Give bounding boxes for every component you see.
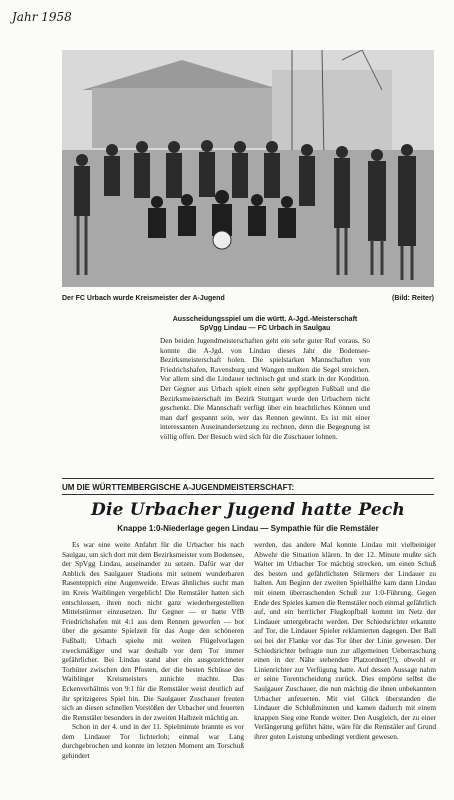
article1-head2: SpVgg Lindau — FC Urbach in Saulgau — [199, 325, 331, 332]
article2-subtitle: Knappe 1:0-Niederlage gegen Lindau — Sympathie für die Remstäler — [117, 524, 379, 533]
paragraph: Schon in der 4. und in der 11. Spielminute brannte es vor dem Lindauer Tor lichterloh; einmal war Lang durchgebrochen und konnte im letzten Moment am Torschuß gehindert — [62, 722, 244, 761]
team-photo — [62, 50, 434, 287]
caption-text: Der FC Urbach wurde Kreismeister der A-Jugend — [62, 295, 225, 302]
article1-body: Den beiden Jugendmeisterschaften geht ein sehr guter Ruf voraus. So konnte die A-Jgd. von Lindau dieses Jahr die Bodensee-Bezirksmeisterschaft holen. Die spielstarken Mannschaften von Friedrichshafen, Ravensburg und Wangen mußten die Segel streichen. Vor allem sind die Lindauer technisch gut und stark in der Kondition. Der Gegner aus Urbach spielt einen sehr gepflegten Fußball und die Bezirksmeisterschaft im Bezirk Stuttgart wurde den Urbachern nicht geschenkt. Die Mannschaft verfügt über ein beachtliches Können und man darf gespannt sein, wer das Rennen gewinnt. Es ist mit einer interessanten Auseinandersetzung zu rechnen, denn die Begegnung ist völlig offen. Der Besuch wird sich für die Zuschauer lohnen. — [160, 336, 370, 441]
paragraph: Es war eine weite Anfahrt für die Urbacher bis nach Saulgau, um sich dort mit dem Bezirksmeister vom Bodensee, der SpVgg Lindau, auseinander zu setzen. Dafür war der Anblick des Saulgauer Stadions mit seinem wunderbaren Rasenteppich eine Augenweide. Etwas ähnliches sucht man im Kreis Waiblingen vergeblich! Die Remstäler hatten sich entschlossen, ihren noch nicht ganz wiederhergestellten Mittelstürmer einzusetzen. Ihr Gegner — er hatte VfB Friedrichshafen mit 4:1 aus dem Rennen geworfen — bot über die gesamte Spielzeit für das Auge den schöneren Fußball; Urbach spielte mit weiten Flügelvorlagen zweckmäßiger und war deshalb vor dem Tor immer gefährlicher. Bei Lindau stand aber ein ausgezeichneter Torhüter zwischen den Pfosten, der die besten Schüsse des Waiblinger Kreismeisters zunichte machte. Das Eckenverhältnis von 9:1 für die Remstäler weist deutlich auf ihr spritzigeres Spiel hin. Die Saulgauer Zuschauer freuten sich an diesen schnellen Vorstößen der Urbacher und feuerten die Remstäler besonders in der zweiten Halbzeit mächtig an. — [62, 540, 244, 722]
article2-column-left — [62, 540, 244, 761]
paragraph: werden, das andere Mal konnte Lindau mit vielbeiniger Abwehr die Situation klären. In der 12. Minute mußte sich Walter im Urbacher Tor mächtig strecken, um einen Schuß des besten und gefährlichsten Stürmers der Lindauer zu halten. Am Beginn der zweiten Spielhälfte kam dann Lindau mit einem überraschenden Schuß zur 1:0-Führung. Gegen Ende des Spieles kamen die Remstäler noch einmal gefährlich auf, und ein herrlicher Flugkopfball kommt im Netz der Lindauer untergebracht werden. Der Schiedsrichter erkannte auf Tor, die Lindauer Spieler reklamierten dagegen. Der Ball sei bei der Flanke vor das Tor über der Linie gewesen. Der Schiedsrichter befragte nun zur allgemeinen Ueberraschung einen in der Nähe stehenden Platzordner(!!), obwohl er Linienrichter zur Verfügung hatte. Auf dessen Aussage nahm er seine Torentscheidung zurück. Dies empörte selbst die Saulgauer Zuschauer, die nun mächtig die ihnen unbekannten Urbacher anfeuerten. Mit viel Glück überstanden die Lindauer die Schlußminuten und kamen dadurch mit einem knappen Sieg eine Runde weiter. Den Ausgleich, der zu einer Verlängerung geführt hätte, wäre für die Remstäler auf Grund ihrer guten Leistung unbedingt verdient gewesen. — [254, 540, 436, 741]
article2-column-right — [254, 540, 436, 741]
article1-head1: Ausscheidungsspiel um die württ. A-Jgd.-Meisterschaft — [172, 316, 358, 323]
article1-heading — [160, 315, 370, 333]
section-label: UM DIE WÜRTTEMBERGISCHE A-JUGENDMEISTERSCHAFT: — [62, 483, 295, 492]
photo-caption — [62, 295, 434, 302]
divider-top — [62, 478, 434, 479]
photo-credit: (Bild: Reiter) — [392, 295, 434, 302]
article2-title: Die Urbacher Jugend hatte Pech — [91, 500, 405, 520]
year-label: Jahr 1958 — [12, 10, 72, 24]
divider-bottom — [62, 494, 434, 495]
